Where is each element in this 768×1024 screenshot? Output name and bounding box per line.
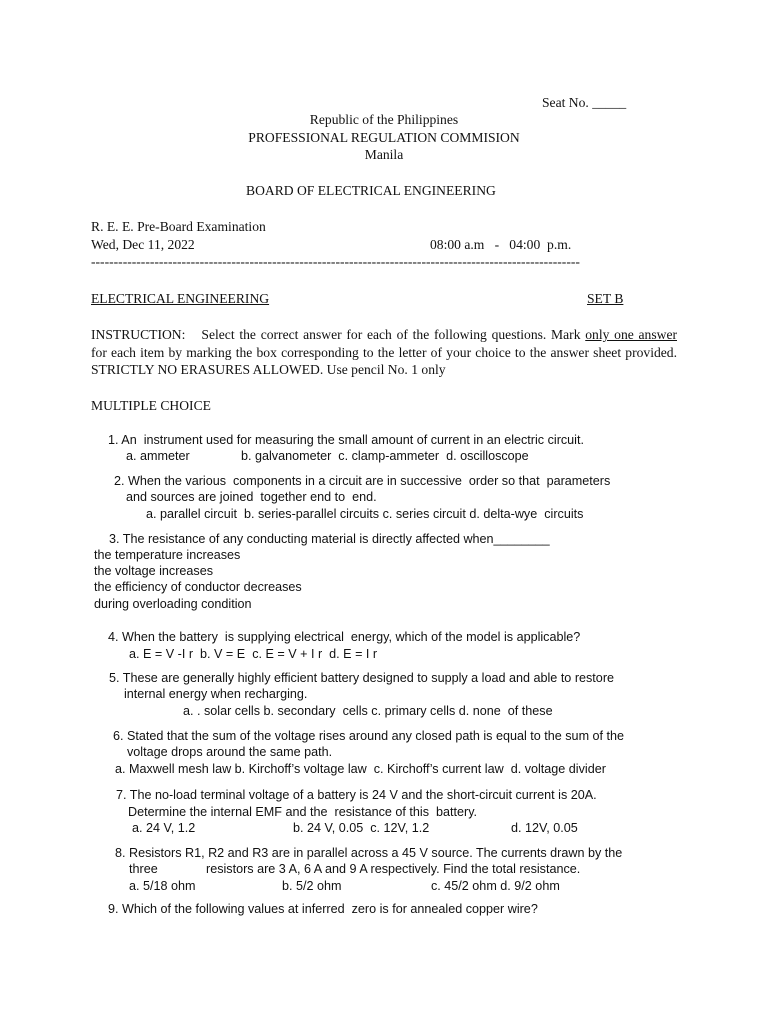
question-1-option-a: a. ammeter [126,449,190,463]
question-1-options-bcd: b. galvanometer c. clamp-ammeter d. oscilloscope [241,449,529,463]
question-8-line-2b: resistors are 3 A, 6 A and 9 A respectively. Find the total resistance. [206,862,581,876]
question-1: 1. An instrument used for measuring the small amount of current in an electric circuit. [108,433,584,447]
instruction-text-before: Select the correct answer for each of the following questions. Mark [201,327,586,342]
question-8: 8. Resistors R1, R2 and R3 are in parallel across a 45 V source. The currents drawn by the [115,846,623,860]
divider-line: ------------------------------------------------------------------------------------------------------------ [91,254,580,269]
question-6: 6. Stated that the sum of the voltage rises around any closed path is equal to the sum of the [113,729,625,743]
question-2-line-2: and sources are joined together end to end. [126,490,377,504]
exam-date: Wed, Dec 11, 2022 [91,237,195,252]
question-7-line-2: Determine the internal EMF and the resistance of this battery. [128,805,478,819]
question-7-option-a: a. 24 V, 1.2 [132,821,199,835]
seat-number: Seat No. _____ [542,95,627,110]
set-label: SET B [587,291,624,306]
question-9: 9. Which of the following values at inferred zero is for annealed copper wire? [108,902,538,916]
question-3-option-3: the efficiency of conductor decreases [94,580,302,594]
question-7-option-d: d. 12V, 0.05 [511,821,578,835]
question-2: 2. When the various components in a circuit are in successive order so that parameters [114,474,611,488]
exam-title: R. E. E. Pre-Board Examination [91,219,266,234]
question-5-options: a. . solar cells b. secondary cells c. primary cells d. none of these [183,704,553,718]
question-8-option-a: a. 5/18 ohm [129,879,196,893]
instruction-label: INSTRUCTION: [91,327,186,342]
question-7: 7. The no-load terminal voltage of a battery is 24 V and the short-circuit current is 20A. [116,788,597,802]
question-3: 3. The resistance of any conducting material is directly affected when________ [109,532,550,546]
question-6-options: a. Maxwell mesh law b. Kirchoff’s voltage law c. Kirchoff’s current law d. voltage divider [115,762,606,776]
question-8-option-b: b. 5/2 ohm [282,879,342,893]
section-title: MULTIPLE CHOICE [91,398,211,413]
question-3-option-4: during overloading condition [94,597,252,611]
question-6-line-2: voltage drops around the same path. [127,745,333,759]
instruction-paragraph [91,326,677,379]
question-4-options: a. E = V -I r b. V = E c. E = V + I r d. E = I r [129,647,378,661]
instruction-underlined: only one answer [585,327,678,342]
commission-line: PROFESSIONAL REGULATION COMMISION [248,130,520,145]
question-2-options: a. parallel circuit b. series-parallel circuits c. series circuit d. delta-wye circuits [146,507,584,521]
question-8-line-2a: three [129,862,158,876]
instruction-text-after: for each item by marking the box corresponding to the letter of your choice to the answer sheet provided. STRICTLY NO ERASURES ALLOWED. Use pencil No. 1 only [91,344,677,377]
question-5-line-2: internal energy when recharging. [124,687,308,701]
exam-time: 08:00 a.m - 04:00 p.m. [430,237,572,252]
question-8-options-cd: c. 45/2 ohm d. 9/2 ohm [431,879,560,893]
question-4: 4. When the battery is supplying electrical energy, which of the model is applicable? [108,630,581,644]
question-3-option-1: the temperature increases [94,548,241,562]
question-7-options-bc: b. 24 V, 0.05 c. 12V, 1.2 [293,821,433,835]
city-line: Manila [364,147,404,162]
subject-name: ELECTRICAL ENGINEERING [91,291,270,306]
question-5: 5. These are generally highly efficient battery designed to supply a load and able to restore [109,671,615,685]
board-title: BOARD OF ELECTRICAL ENGINEERING [246,183,496,198]
question-3-option-2: the voltage increases [94,564,214,578]
republic-line: Republic of the Philippines [309,112,459,127]
